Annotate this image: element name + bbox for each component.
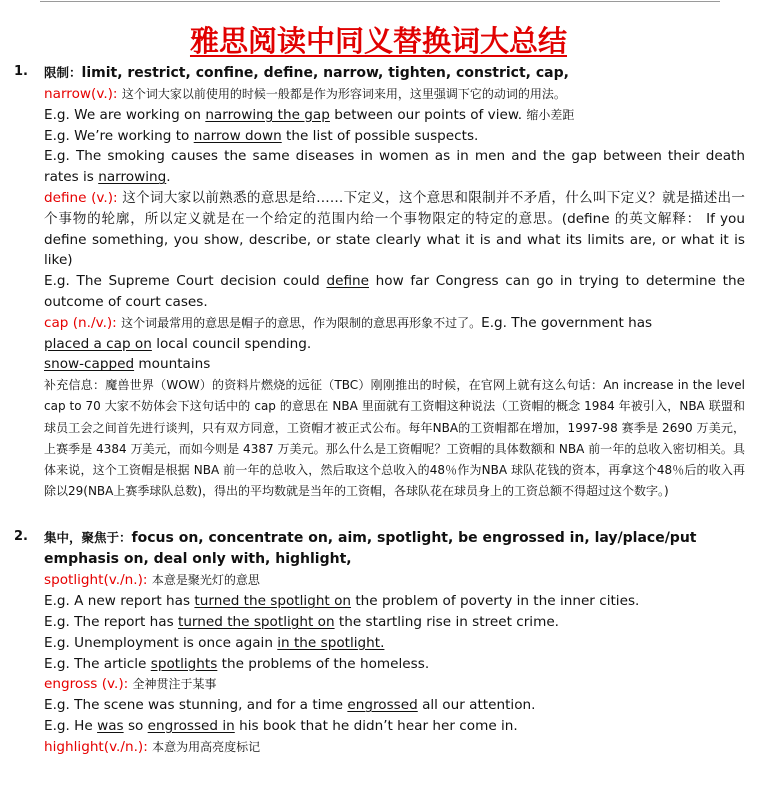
example-line: E.g. A new report has turned the spotlight on the problem of poverty in the inner cities. — [44, 593, 640, 610]
term-line-spotlight: spotlight(v./n.): 本意是聚光灯的意思 — [44, 572, 260, 589]
section-number: 2. — [14, 529, 28, 545]
example-line: E.g. The report has turned the spotlight on the startling rise in street crime. — [44, 613, 560, 630]
example-line: snow-capped mountains — [44, 356, 211, 373]
example-line: E.g. Unemployment is once again in the spotlight. — [44, 634, 385, 651]
example-line: E.g. He was so engrossed in his book that he didn’t hear her come in. — [44, 717, 518, 734]
section-gap — [0, 502, 757, 527]
term-narrow: narrow(v.): — [44, 86, 118, 102]
example-line: E.g. The article spotlights the problems of the homeless. — [44, 655, 430, 672]
section-2 — [0, 527, 757, 757]
term-define: define (v.): — [44, 189, 118, 206]
term-cap: cap (n./v.): — [44, 314, 117, 331]
section-number: 1. — [14, 64, 28, 79]
page-title: 雅思阅读中同义替换词大总结 — [189, 24, 567, 58]
term-line-engross: engross (v.): 全神贯注于某事 — [44, 676, 217, 693]
term-line-narrow: narrow(v.): 这个词大家以前使用的时候一般都是作为形容词来用，这里强调下它的动词的用法。 — [44, 86, 566, 102]
example-line: E.g. The scene was stunning, and for a time engrossed all our attention. — [44, 697, 536, 714]
example-paragraph: E.g. The Supreme Court decision could define how far Congress can go in trying to determine the outcome of court cases. — [44, 273, 745, 310]
document-body — [0, 62, 757, 758]
section-heading: 限制：limit, restrict, confine, define, narrow, tighten, constrict, cap, — [44, 65, 569, 81]
section-1 — [0, 62, 757, 502]
term-spotlight: spotlight(v./n.): — [44, 572, 148, 589]
term-paragraph-define: define (v.): 这个词大家以前熟悉的意思是给……下定义，这个意思和限制并不矛盾，什么叫下定义？就是描述出一个事物的轮廓，所以定义就是在一个给定的范围内给一个事物限定的特定的意思。(define 的英文解释： If you define something, you show, describe, or state clearly what it is and what its limits are, or what it is like) — [44, 189, 745, 269]
example-paragraph: E.g. The smoking causes the same diseases in women as in men and the gap between their death rates is narrowing. — [44, 148, 745, 186]
term-engross: engross (v.): — [44, 676, 129, 693]
example-line: E.g. We’re working to narrow down the list of possible suspects. — [44, 127, 479, 144]
term-line-cap: cap (n./v.): 这个词最常用的意思是帽子的意思，作为限制的意思再形象不过了。E.g. The government has — [44, 314, 653, 331]
term-highlight: highlight(v./n.): — [44, 738, 148, 755]
top-rule — [40, 1, 720, 2]
section-heading: 集中，聚焦于：focus on, concentrate on, aim, spotlight, be engrossed in, lay/place/put emphasis on, deal only with, highlight, — [44, 530, 697, 568]
example-line: placed a cap on local council spending. — [44, 335, 312, 352]
term-line-highlight: highlight(v./n.): 本意为用高亮度标记 — [44, 738, 261, 755]
supplement-paragraph: 补充信息：魔兽世界（WOW）的资料片燃烧的远征（TBC）刚刚推出的时候，在官网上就有这么句话：An increase in the level cap to 70 大家不妨体会下这句话中的 cap 的意思在 NBA 里面就有工资帽这种说法（工资帽的概念 1984 年被引入，NBA 联盟和球员工会之间首先进行谈判，只有双方同意，工资帽才被正式公布。每年NBA的工资帽都在增加，1997-98 赛季是 2690 万美元，上赛季是 4384 万美元，而如今则是 4387 万美元。那么什么是工资帽呢？工资帽的具体数额和 NBA 前一年的总收入密切相关。具体来说，这个工资帽是根据 NBA 前一年的总收入，然后取这个总收入的48％作为NBA 球队花钱的资本，再拿这个48％后的收入再除以29(NBA上赛季球队总数)，得出的平均数就是当年的工资帽，各球队花在球员身上的工资总额不得超过这个数字。) — [44, 378, 745, 499]
example-line: E.g. We are working on narrowing the gap between our points of view. 缩小差距 — [44, 106, 575, 123]
